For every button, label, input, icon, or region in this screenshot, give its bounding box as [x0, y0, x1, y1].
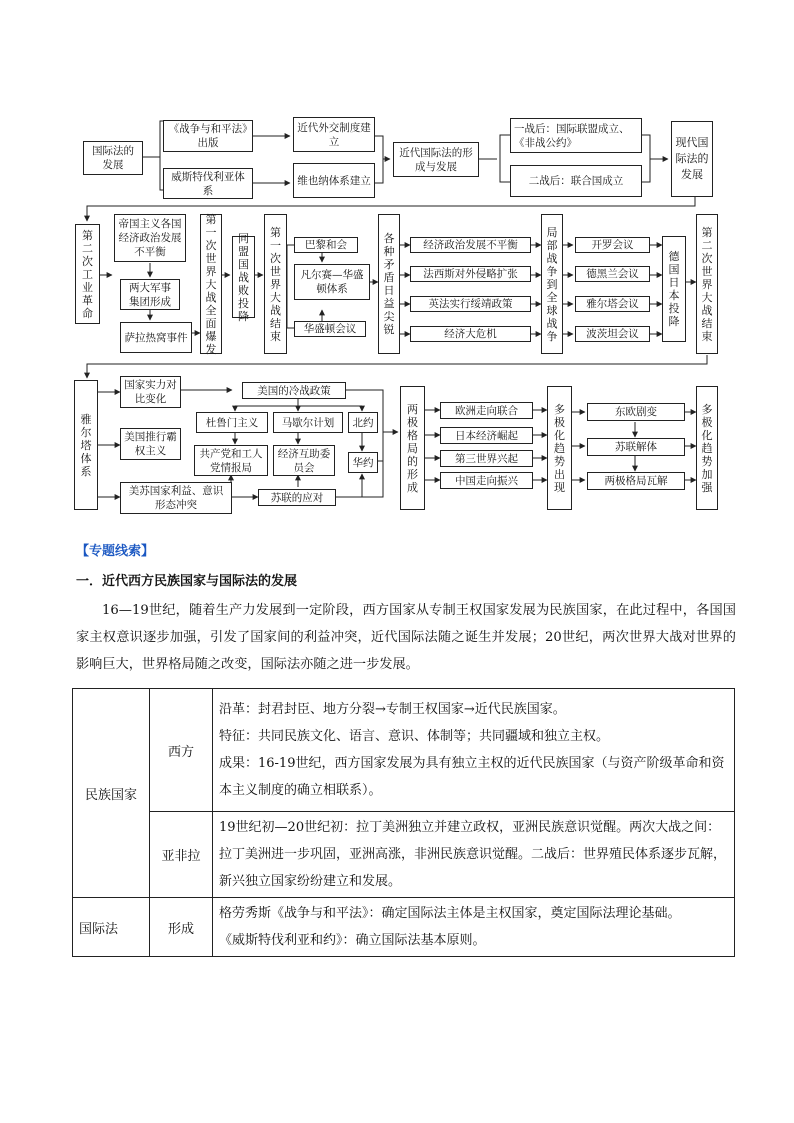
node-imperial-uneven: 帝国主义各国经济政治发展不平衡	[114, 214, 186, 262]
node-truman: 杜鲁门主义	[196, 412, 268, 433]
cell-formation-content	[213, 898, 735, 957]
table-row	[73, 689, 735, 812]
node-ww1-end: 第一次世界大战结束	[264, 214, 287, 354]
node-cold-war-policy: 美国的冷战政策	[242, 382, 346, 399]
aal-text: 19世纪初—20世纪初：拉丁美洲独立并建立政权，亚洲民族意识觉醒。两次大战之间：拉丁美洲进一步巩固，亚洲高涨，非洲民族意识觉醒。二战后：世界殖民体系逐步瓦解，新兴独立国家纷纷建立和发展。	[219, 820, 727, 889]
node-east-europe: 东欧剧变	[587, 403, 685, 421]
node-tehran: 德黑兰会议	[575, 266, 650, 282]
west-result: 成果：16-19世纪，西方国家发展为具有独立主权的近代民族国家（与资产阶级革命和资本主义制度的确立相联系）。	[219, 756, 725, 798]
formation-line-2: 《威斯特伐利亚和约》：确立国际法基本原则。	[219, 933, 486, 948]
cell-aal-content	[213, 812, 735, 898]
node-modern-law: 近代国际法的形成与发展	[393, 142, 479, 177]
table-row	[73, 812, 735, 898]
table-row	[73, 898, 735, 957]
node-versailles-system: 凡尔赛—华盛顿体系	[294, 264, 370, 300]
node-warsaw: 华约	[348, 452, 378, 473]
node-modern-dev: 现代国际法的发展	[671, 121, 713, 197]
node-comecon: 经济互助委员会	[273, 445, 335, 476]
node-second-industrial: 第二次工业革命	[75, 224, 100, 324]
node-blocs: 两大军事集团形成	[120, 279, 180, 310]
node-contradictions: 各种矛盾日益尖锐	[378, 214, 400, 354]
cell-west: 西方	[150, 689, 213, 812]
node-washington-conference: 华盛顿会议	[294, 321, 366, 337]
section-heading: 一．近代西方民族国家与国际法的发展	[76, 574, 298, 589]
cell-formation: 形成	[150, 898, 213, 957]
node-westphalia: 威斯特伐利亚体系	[163, 168, 253, 199]
section-tag: 【专题线索】	[76, 544, 155, 559]
node-multipolar-strong: 多极化趋势加强	[696, 386, 718, 510]
summary-table	[72, 688, 735, 957]
node-nato: 北约	[348, 412, 378, 433]
node-soviet-response: 苏联的应对	[258, 489, 336, 506]
node-yalta-system: 雅尔塔体系	[74, 380, 98, 510]
node-ussr-collapse: 苏联解体	[587, 438, 685, 456]
node-diplomacy: 近代外交制度建立	[293, 117, 375, 152]
node-ww2-after: 二战后：联合国成立	[510, 165, 642, 197]
node-war-peace-law: 《战争与和平法》出版	[163, 120, 253, 152]
node-china-rise: 中国走向振兴	[440, 472, 533, 489]
node-econ-uneven: 经济政治发展不平衡	[410, 237, 531, 253]
node-germany-japan-surrender: 德国日本投降	[662, 236, 686, 342]
node-ww2-end: 第二次世界大战结束	[696, 214, 718, 354]
node-potsdam: 波茨坦会议	[575, 326, 650, 342]
node-sarajevo: 萨拉热窝事件	[120, 322, 192, 353]
cell-west-content	[213, 689, 735, 812]
cell-asia-africa-latam: 亚非拉	[150, 812, 213, 898]
node-paris-conference: 巴黎和会	[294, 237, 358, 253]
west-features: 特征：共同民族文化、语言、意识、体制等；共同疆域和独立主权。	[219, 729, 610, 744]
node-europe-union: 欧洲走向联合	[440, 402, 533, 419]
node-bipolar-formation: 两极格局的形成	[400, 386, 425, 510]
node-local-to-global: 局部战争到全球战争	[541, 214, 563, 354]
node-intl-law-development: 国际法的发展	[83, 141, 143, 175]
node-japan-rise: 日本经济崛起	[440, 427, 533, 444]
node-us-soviet-conflict: 美苏国家利益、意识形态冲突	[120, 482, 232, 514]
west-evolution: 沿革：封君封臣、地方分裂→专制王权国家→近代民族国家。	[219, 702, 566, 717]
node-cairo: 开罗会议	[575, 237, 650, 253]
node-us-hegemony: 美国推行霸权主义	[120, 428, 181, 460]
node-vienna: 维也纳体系建立	[293, 163, 375, 198]
node-ww1-outbreak: 第一次世界大战全面爆发	[200, 214, 222, 354]
node-third-world: 第三世界兴起	[440, 450, 533, 467]
node-bipolar-collapse: 两极格局瓦解	[587, 472, 685, 490]
node-multipolar-trend: 多极化趋势出现	[547, 386, 572, 510]
cell-intl-law: 国际法	[73, 898, 150, 957]
intro-paragraph: 16—19世纪，随着生产力发展到一定阶段，西方国家从专制王权国家发展为民族国家，在此过程中，各国国家主权意识逐步加强，引发了国家间的利益冲突，近代国际法随之诞生并发展；20世纪，两次世界大战对世界的影响巨大，世界格局随之改变，国际法亦随之进一步发展。	[76, 603, 736, 672]
node-appease: 英法实行绥靖政策	[410, 296, 531, 312]
node-yalta-conference: 雅尔塔会议	[575, 296, 650, 312]
node-cominform: 共产党和工人党情报局	[194, 445, 268, 476]
cell-nation-state: 民族国家	[73, 689, 150, 898]
node-marshall: 马歇尔计划	[273, 412, 343, 433]
node-allies-surrender: 同盟国战败投降	[232, 236, 255, 318]
formation-line-1: 格劳秀斯《战争与和平法》：确定国际法主体是主权国家，奠定国际法理论基础。	[219, 906, 681, 921]
node-crisis: 经济大危机	[410, 326, 531, 342]
node-fascist: 法西斯对外侵略扩张	[410, 266, 531, 282]
node-ww1-after: 一战后：国际联盟成立、《非战公约》	[510, 118, 642, 153]
node-power-change: 国家实力对比变化	[120, 376, 181, 408]
